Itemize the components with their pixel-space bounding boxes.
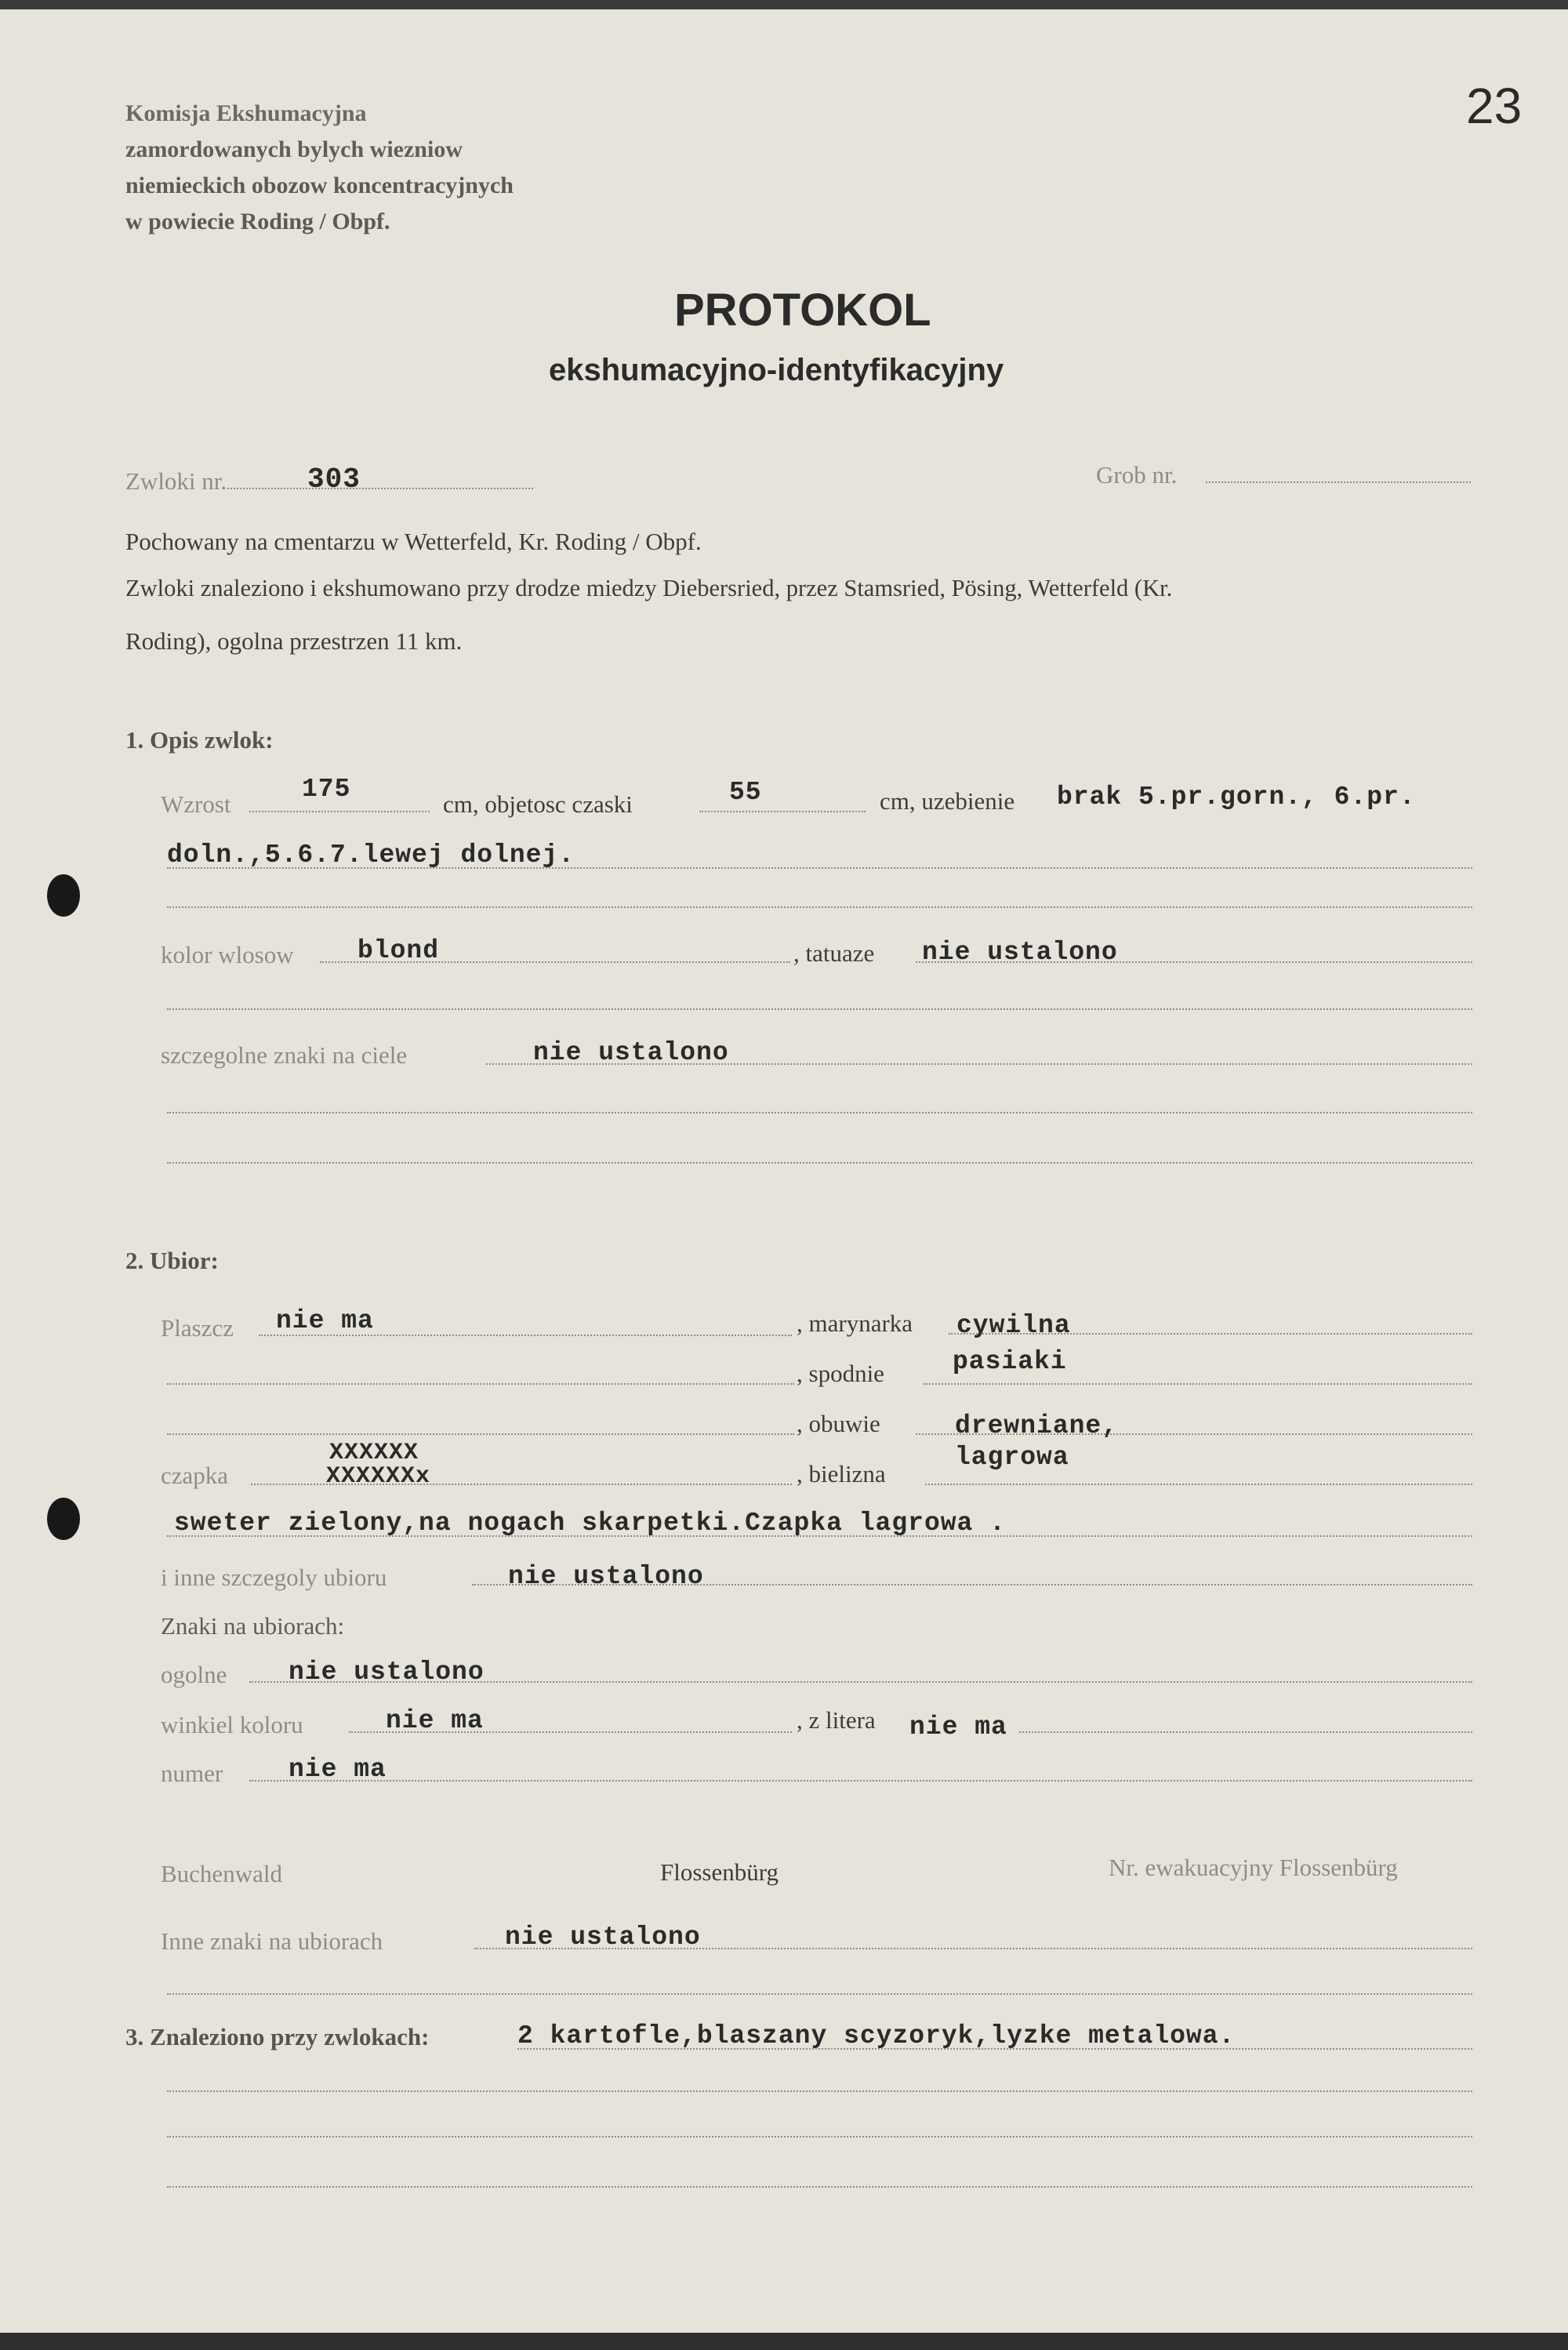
institution-line-4: w powiecie Roding / Obpf. xyxy=(125,209,390,234)
burial-line-3: Roding), ogolna przestrzen 11 km. xyxy=(125,627,463,655)
grob-label: Grob nr. xyxy=(1096,461,1178,489)
objetosc-value: 55 xyxy=(729,778,762,807)
bielizna-label: , bielizna xyxy=(797,1460,886,1487)
inne-znaki-value: nie ustalono xyxy=(505,1923,701,1952)
spodnie-value: pasiaki xyxy=(953,1347,1067,1376)
litera-label: , z litera xyxy=(797,1706,876,1734)
szczegolne-znaki-value: nie ustalono xyxy=(533,1038,729,1067)
inne-szczegoly-value: nie ustalono xyxy=(508,1562,704,1591)
burial-line-2: Zwloki znaleziono i ekshumowano przy drodze miedzy Diebersried, przez Stamsried, Pösing, Wetterfeld (Kr. xyxy=(125,575,1173,601)
uzebienie-label: cm, uzebienie xyxy=(880,787,1015,815)
clothing-extra-line: sweter zielony,na nogach skarpetki.Czapka lagrowa . xyxy=(174,1509,1006,1538)
obuwie-label: , obuwie xyxy=(797,1410,880,1437)
winkiel-label: winkiel koloru xyxy=(161,1711,303,1738)
plaszcz-value: nie ma xyxy=(276,1306,374,1335)
wzrost-value: 175 xyxy=(302,775,351,804)
institution-line-1: Komisja Ekshumacyjna xyxy=(125,100,367,126)
objetosc-label: cm, objetosc czaski xyxy=(443,790,633,818)
flossenburg-label: Flossenbürg xyxy=(660,1858,779,1886)
obuwie-value: drewniane, xyxy=(955,1411,1119,1440)
ogolne-label: ogolne xyxy=(161,1661,227,1688)
burial-line-1: Pochowany na cmentarzu w Wetterfeld, Kr. Roding / Obpf. xyxy=(125,528,702,555)
document-title: PROTOKOL xyxy=(674,285,931,336)
uzebienie-value: brak 5.pr.gorn., 6.pr. xyxy=(1057,783,1416,812)
buchenwald-label: Buchenwald xyxy=(161,1860,282,1887)
inne-znaki-label: Inne znaki na ubiorach xyxy=(161,1927,383,1955)
spodnie-label: , spodnie xyxy=(797,1360,884,1387)
zwloki-value: 303 xyxy=(307,463,361,496)
bielizna-value: lagrowa xyxy=(955,1443,1069,1472)
ogolne-value: nie ustalono xyxy=(289,1658,485,1687)
kolor-wlosow-value: blond xyxy=(358,936,440,965)
section1-heading: 1. Opis zwlok: xyxy=(125,726,274,754)
szczegolne-znaki-label: szczegolne znaki na ciele xyxy=(161,1041,408,1069)
plaszcz-label: Plaszcz xyxy=(161,1314,234,1342)
marynarka-value: cywilna xyxy=(956,1311,1071,1340)
znaki-na-ubiorach-heading: Znaki na ubiorach: xyxy=(161,1612,345,1640)
institution-line-3: niemieckich obozow koncentracyjnych xyxy=(125,173,514,198)
nr-ewakuacyjny-label: Nr. ewakuacyjny Flossenbürg xyxy=(1109,1854,1398,1881)
institution-line-2: zamordowanych bylych wiezniow xyxy=(125,136,463,162)
punch-hole-upper xyxy=(47,874,80,917)
section2-heading: 2. Ubior: xyxy=(125,1247,219,1274)
kolor-wlosow-label: kolor wlosow xyxy=(161,941,294,968)
section3-value: 2 kartofle,blaszany scyzoryk,lyzke metalowa. xyxy=(517,2021,1236,2050)
tatuaze-label: , tatuaze xyxy=(793,939,875,967)
inne-szczegoly-label: i inne szczegoly ubioru xyxy=(161,1564,387,1591)
document-subtitle: ekshumacyjno-identyfikacyjny xyxy=(549,353,1004,387)
section3-heading: 3. Znaleziono przy zwlokach: xyxy=(125,2023,430,2050)
winkiel-value: nie ma xyxy=(386,1706,484,1735)
numer-value: nie ma xyxy=(289,1755,387,1784)
page-number: 23 xyxy=(1466,78,1523,134)
zwloki-label: Zwloki nr. xyxy=(125,467,227,495)
wzrost-label: Wzrost xyxy=(161,790,231,818)
uzebienie-continuation: doln.,5.6.7.lewej dolnej. xyxy=(167,841,575,870)
tatuaze-value: nie ustalono xyxy=(922,938,1118,967)
czapka-value-line2: XXXXXXx xyxy=(326,1463,431,1490)
numer-label: numer xyxy=(161,1760,223,1787)
punch-hole-lower xyxy=(47,1498,80,1540)
czapka-label: czapka xyxy=(161,1462,229,1489)
marynarka-label: , marynarka xyxy=(797,1309,913,1337)
litera-value: nie ma xyxy=(909,1713,1007,1742)
czapka-value-line1: XXXXXX xyxy=(329,1440,419,1466)
